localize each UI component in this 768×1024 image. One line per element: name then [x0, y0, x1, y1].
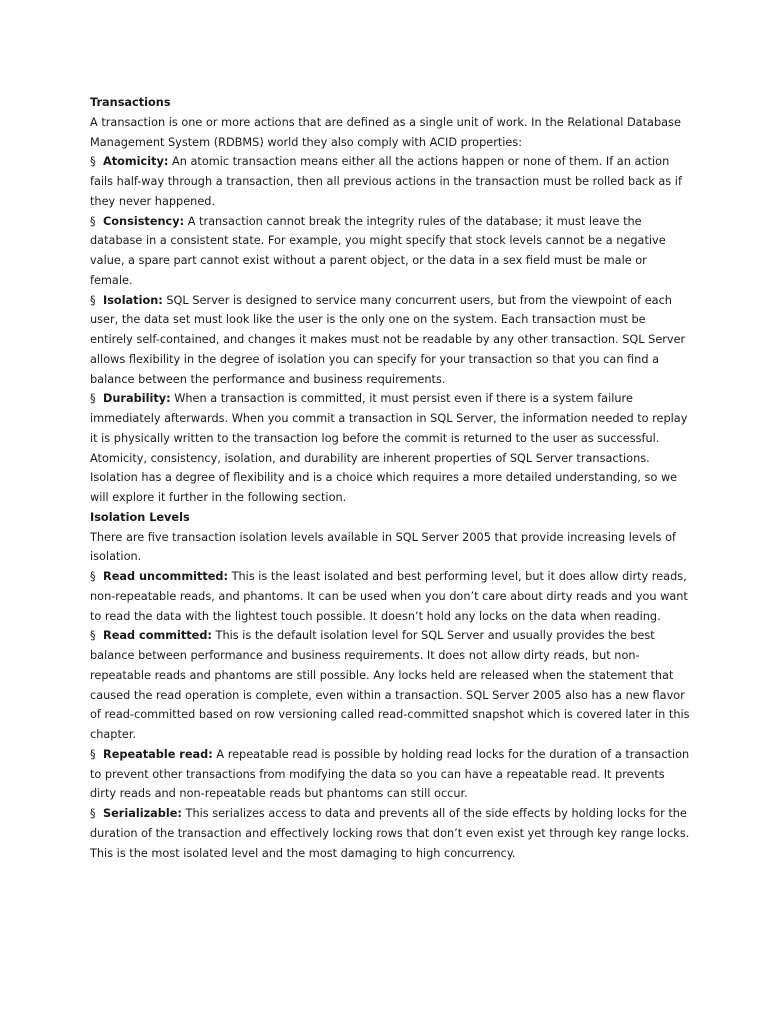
bullet-text: A repeatable read is possible by holding read locks for the duration of a transaction to prevent other transactions from modifying the data so you can have a repeatable read. It prevents dirty reads and non-repeatable reads but phantoms can still occur.	[90, 747, 690, 801]
bullet-term: Read uncommitted:	[103, 570, 229, 583]
bullet-consistency	[90, 212, 690, 291]
bullet-read-uncommitted	[90, 567, 690, 626]
section-heading-transactions: Transactions	[90, 96, 171, 109]
document-page	[90, 93, 690, 863]
section-mark: §	[90, 747, 96, 761]
section-mark: §	[90, 570, 96, 583]
bullet-term: Read committed:	[103, 629, 212, 643]
bullet-text: SQL Server is designed to service many concurrent users, but from the viewpoint of each user, the data set must look like the user is the only one on the system. Each transaction must be entirely self-contained, and changes it makes must not be readable by any other transaction. SQL Server allows flexibility in the degree of isolation you can specify for your transaction so that you can find a balance between the performance and business requirements.	[90, 293, 686, 386]
bullet-read-committed	[90, 626, 690, 745]
bullet-text: When a transaction is committed, it must persist even if there is a system failure immediately afterwards. When you commit a transaction in SQL Server, the information needed to replay it is physically written to the transaction log before the commit is returned to the user as successful.	[90, 392, 688, 445]
bullet-atomicity	[90, 152, 690, 211]
transactions-closing: Atomicity, consistency, isolation, and durability are inherent properties of SQL Server transactions. Isolation has a degree of flexibility and is a choice which requires a more detailed understanding, so we will explore it further in the following section.	[90, 451, 678, 504]
section-mark: §	[90, 629, 96, 643]
bullet-repeatable-read	[90, 745, 690, 804]
bullet-term: Isolation:	[103, 293, 163, 307]
bullet-text: This is the least isolated and best performing level, but it does allow dirty reads, non-repeatable reads, and phantoms. It can be used when you don’t care about dirty reads and you want to read the data with the lightest touch possible. It doesn’t hold any locks on the data when reading.	[90, 570, 688, 623]
bullet-term: Serializable:	[103, 807, 182, 820]
section-mark: §	[90, 293, 96, 307]
section-heading-isolation-levels: Isolation Levels	[90, 510, 190, 524]
bullet-term: Durability:	[103, 392, 171, 406]
section-mark: §	[90, 807, 96, 820]
bullet-text: A transaction cannot break the integrity rules of the database; it must leave the database in a consistent state. For example, you might specify that stock levels cannot be a negative value, a spare part cannot exist without a parent object, or the data in a sex field must be male or female.	[90, 214, 666, 287]
bullet-serializable	[90, 804, 690, 863]
bullet-text: This serializes access to data and prevents all of the side effects by holding locks for the duration of the transaction and effectively locking rows that don’t even exist yet through key range locks. This is the most isolated level and the most damaging to high concurrency.	[90, 807, 690, 860]
bullet-isolation	[90, 291, 690, 390]
bullet-text: An atomic transaction means either all the actions happen or none of them. If an action fails half-way through a transaction, then all previous actions in the transaction must be rolled back as if they never happened.	[90, 155, 682, 208]
bullet-term: Consistency:	[103, 214, 185, 228]
bullet-text: This is the default isolation level for SQL Server and usually provides the best balance between performance and business requirements. It does not allow dirty reads, but non-repeatable reads and phantoms are still possible. Any locks held are released when the statement that caused the read operation is complete, even within a transaction. SQL Server 2005 also has a new flavor of read-committed based on row versioning called read-committed snapshot which is covered later in this chapter.	[90, 629, 690, 741]
transactions-intro: A transaction is one or more actions that are defined as a single unit of work. In the Relational Database Management System (RDBMS) world they also comply with ACID properties:	[90, 115, 681, 149]
section-mark: §	[90, 214, 96, 228]
bullet-durability	[90, 389, 690, 448]
bullet-term: Atomicity:	[103, 155, 169, 169]
isolation-levels-intro: There are five transaction isolation levels available in SQL Server 2005 that provide increasing levels of isolation.	[90, 530, 677, 564]
bullet-term: Repeatable read:	[103, 747, 213, 761]
section-mark: §	[90, 392, 96, 406]
section-mark: §	[90, 155, 96, 169]
